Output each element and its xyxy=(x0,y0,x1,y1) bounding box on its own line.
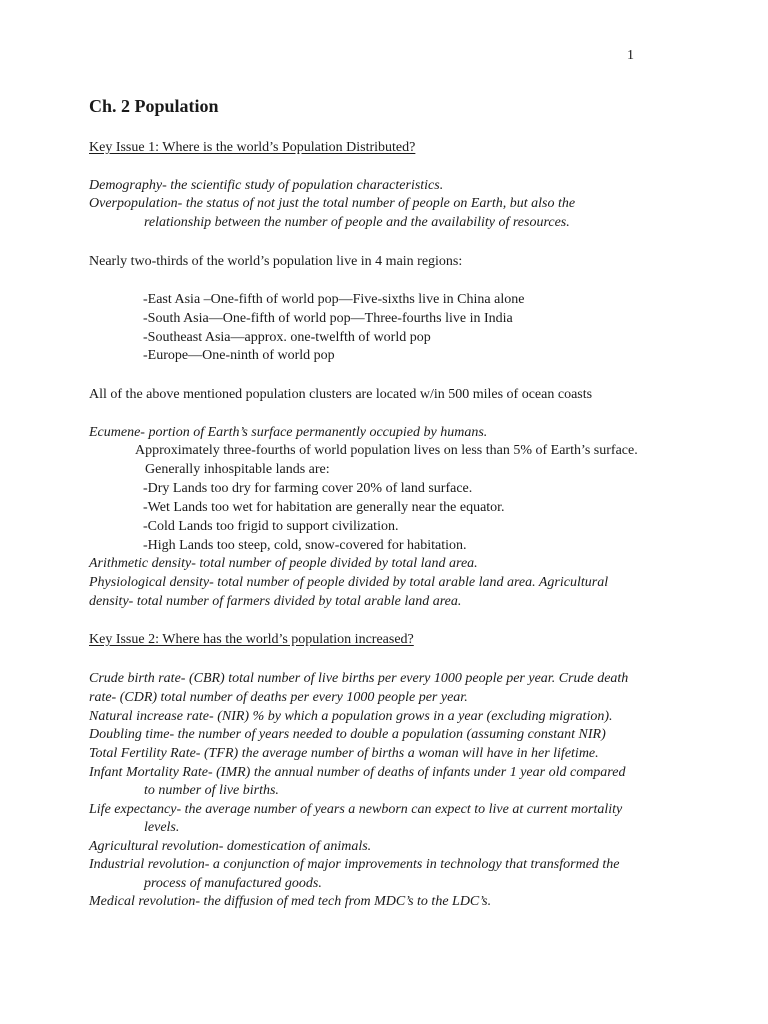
arithmetic-density-definition: Arithmetic density- total number of people divided by total land area. xyxy=(89,556,478,571)
demography-definition: Demography- the scientific study of population characteristics. xyxy=(89,178,444,193)
key-issue-1-heading: Key Issue 1: Where is the world’s Population Distributed? xyxy=(89,140,416,155)
cdr-definition: rate- (CDR) total number of deaths per every 1000 people per year. xyxy=(89,690,468,705)
nir-definition: Natural increase rate- (NIR) % by which a population grows in a year (excluding migration). xyxy=(89,709,613,724)
land-type-item: -Cold Lands too frigid to support civilization. xyxy=(143,519,399,534)
doubling-time-definition: Doubling time- the number of years needed to double a population (assuming constant NIR) xyxy=(89,727,606,742)
land-type-item: -High Lands too steep, cold, snow-covered for habitation. xyxy=(143,538,467,553)
land-type-item: -Wet Lands too wet for habitation are generally near the equator. xyxy=(143,500,505,515)
inhospitable-intro: Generally inhospitable lands are: xyxy=(145,462,330,477)
region-item: -Southeast Asia—approx. one-twelfth of world pop xyxy=(143,330,431,345)
regions-intro: Nearly two-thirds of the world’s population live in 4 main regions: xyxy=(89,254,463,269)
industrial-revolution-definition: Industrial revolution- a conjunction of major improvements in technology that transformed the xyxy=(89,857,620,872)
imr-definition: Infant Mortality Rate- (IMR) the annual number of deaths of infants under 1 year old compared xyxy=(89,765,626,780)
region-item: -South Asia—One-fifth of world pop—Three-fourths live in India xyxy=(143,311,513,326)
tfr-definition: Total Fertility Rate- (TFR) the average number of births a woman will have in her lifetime. xyxy=(89,746,599,761)
life-expectancy-definition: Life expectancy- the average number of years a newborn can expect to live at current mortality xyxy=(89,802,623,817)
land-type-item: -Dry Lands too dry for farming cover 20% of land surface. xyxy=(143,481,473,496)
life-expectancy-definition-cont: levels. xyxy=(144,820,180,835)
physiological-density-definition-cont: density- total number of farmers divided by total arable land area. xyxy=(89,594,462,609)
ecumene-definition: Ecumene- portion of Earth’s surface permanently occupied by humans. xyxy=(89,425,488,440)
imr-definition-cont: to number of live births. xyxy=(144,783,279,798)
clusters-note: All of the above mentioned population clusters are located w/in 500 miles of ocean coasts xyxy=(89,387,593,402)
region-item: -Europe—One-ninth of world pop xyxy=(143,348,335,363)
ecumene-detail: Approximately three-fourths of world population lives on less than 5% of Earth’s surface. xyxy=(135,443,638,458)
page-title: Ch. 2 Population xyxy=(89,96,219,116)
region-item: -East Asia –One-fifth of world pop—Five-sixths live in China alone xyxy=(143,292,525,307)
overpopulation-definition-cont: relationship between the number of people and the availability of resources. xyxy=(144,215,570,230)
key-issue-2-heading: Key Issue 2: Where has the world’s population increased? xyxy=(89,632,414,647)
page-number: 1 xyxy=(627,48,634,63)
cbr-definition: Crude birth rate- (CBR) total number of live births per every 1000 people per year. Crude death xyxy=(89,671,629,686)
industrial-revolution-definition-cont: process of manufactured goods. xyxy=(144,876,322,891)
physiological-density-definition: Physiological density- total number of people divided by total arable land area. Agricultural xyxy=(89,575,609,590)
overpopulation-definition: Overpopulation- the status of not just the total number of people on Earth, but also the xyxy=(89,196,576,211)
medical-revolution-definition: Medical revolution- the diffusion of med tech from MDC’s to the LDC’s. xyxy=(89,894,492,909)
agricultural-revolution-definition: Agricultural revolution- domestication of animals. xyxy=(89,839,372,854)
